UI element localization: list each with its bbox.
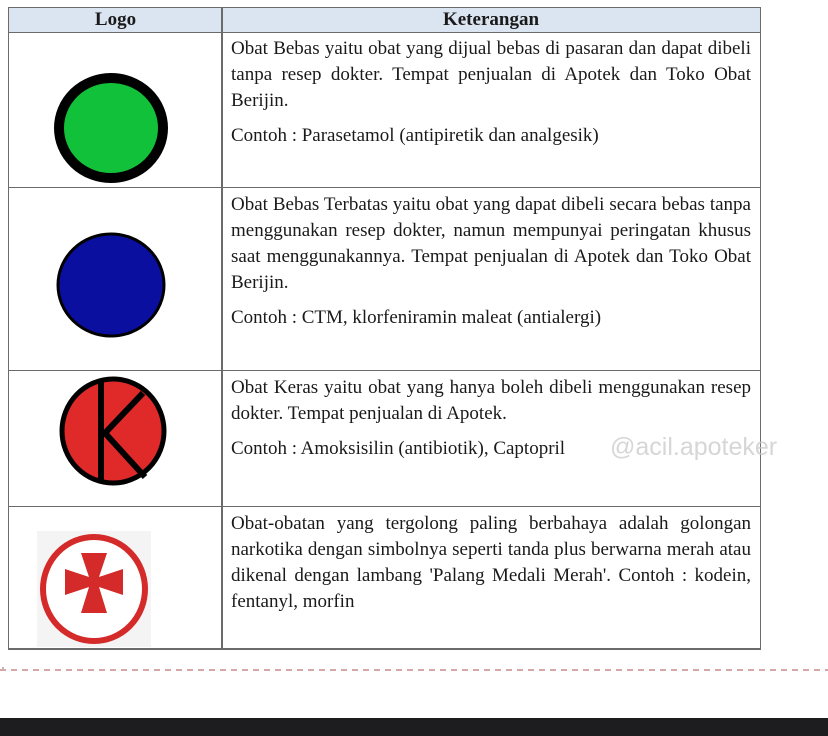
table-row <box>9 32 760 188</box>
green-circle-icon <box>53 72 173 188</box>
red-cross-circle-icon <box>37 531 151 647</box>
row-example: Contoh : Parasetamol (antipiretik dan analgesik) <box>231 125 599 146</box>
bottom-bar <box>0 718 828 736</box>
red-k-circle-icon <box>57 375 169 487</box>
table-header <box>9 8 760 33</box>
blue-circle-icon <box>53 228 173 344</box>
row-description: Obat Keras yaitu obat yang hanya boleh dibeli menggunakan resep dokter. Tempat penjualan di Apotek. <box>231 377 751 424</box>
row-description: Obat Bebas yaitu obat yang dijual bebas di pasaran dan dapat dibeli tanpa resep dokter. Tempat penjualan di Apotek dan Toko Obat Berijin. <box>231 38 751 111</box>
decorative-divider <box>0 666 828 674</box>
column-divider <box>221 8 223 649</box>
header-logo: Logo <box>94 9 137 30</box>
row-description: Obat-obatan yang tergolong paling berbahaya adalah golongan narkotika dengan simbolnya seperti tanda plus berwarna merah atau dikenal dengan lambang 'Palang Medali Merah'. Contoh : kodein, fentanyl, morfin <box>231 513 751 612</box>
drug-classification-table <box>8 7 761 650</box>
table-row <box>9 188 760 371</box>
watermark: @acil.apoteker <box>610 433 778 461</box>
row-example: Contoh : CTM, klorfeniramin maleat (antialergi) <box>231 307 602 328</box>
header-description: Keterangan <box>442 9 540 30</box>
table-row <box>9 507 760 649</box>
row-example: Contoh : Amoksisilin (antibiotik), Captopril <box>231 438 566 459</box>
row-description: Obat Bebas Terbatas yaitu obat yang dapat dibeli secara bebas tanpa menggunakan resep dokter, namun mempunyai peringatan khusus saat menggunakannya. Tempat penjualan di Apotek dan Toko Obat Berijin. <box>231 194 751 293</box>
